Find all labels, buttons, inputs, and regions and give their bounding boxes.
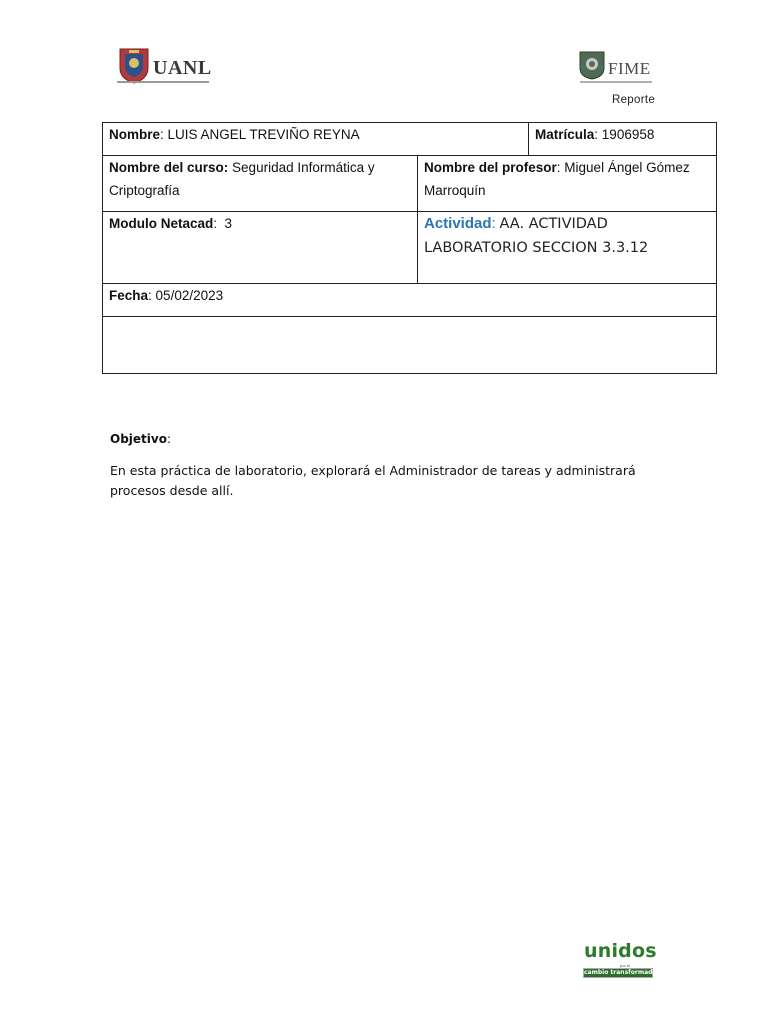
matricula-cell: Matrícula: 1906958 xyxy=(529,123,717,156)
objetivo-body: En esta práctica de laboratorio, explorará el Administrador de tareas y administrará procesos desde allí. xyxy=(110,463,636,498)
table-row-nombre xyxy=(103,123,717,156)
objetivo-title-text: Objetivo xyxy=(110,432,167,446)
nombre-value: LUIS ANGEL TREVIÑO REYNA xyxy=(167,127,360,142)
fime-logo xyxy=(574,46,656,88)
student-info-table xyxy=(102,122,717,374)
objetivo-heading: Objetivo: xyxy=(110,432,172,446)
report-label: Reporte xyxy=(612,94,656,106)
fecha-label: Fecha xyxy=(109,288,149,303)
modulo-cell: Modulo Netacad: 3 xyxy=(103,212,418,284)
fime-logo-text: FIME xyxy=(608,59,651,78)
actividad-label: Actividad xyxy=(424,215,492,232)
uanl-logo-underline xyxy=(117,81,209,83)
actividad-cell: Actividad: AA. ACTIVIDAD LABORATORIO SECCION 3.3.12 xyxy=(418,212,717,284)
curso-cell xyxy=(103,156,418,212)
unidos-logo-tagbar xyxy=(583,968,660,978)
matricula-value: 1906958 xyxy=(601,127,655,142)
unidos-logo xyxy=(582,940,660,980)
profesor-label: Nombre del profesor xyxy=(424,160,557,175)
actividad-value: AA. ACTIVIDAD LABORATORIO SECCION 3.3.12 xyxy=(424,216,649,256)
profesor-value: Miguel Ángel Gómez Marroquín xyxy=(424,160,690,198)
curso-label: Nombre del curso: xyxy=(109,160,229,175)
nombre-cell: Nombre: LUIS ANGEL TREVIÑO REYNA xyxy=(103,123,529,156)
fecha-cell: Fecha: 05/02/2023 xyxy=(103,284,717,317)
empty-cell xyxy=(103,317,717,374)
matricula-label: Matrícula xyxy=(535,127,595,142)
unidos-logo-tagline: cambio transformador xyxy=(584,969,660,976)
fime-emblem-icon xyxy=(578,50,606,80)
fime-logo-underline xyxy=(580,81,652,83)
table-row-curso xyxy=(103,156,717,212)
modulo-value: 3 xyxy=(224,216,233,231)
table-row-modulo xyxy=(103,212,717,284)
table-row-fecha xyxy=(103,284,717,317)
uanl-seal-icon xyxy=(117,46,151,84)
fecha-value: 05/02/2023 xyxy=(155,288,224,303)
modulo-label: Modulo Netacad xyxy=(109,216,214,231)
uanl-logo-text: UANL xyxy=(153,57,212,79)
table-row-empty xyxy=(103,317,717,374)
curso-value: Seguridad Informática y Criptografía xyxy=(109,160,375,198)
unidos-logo-small-text: por el xyxy=(620,963,631,968)
uanl-logo xyxy=(113,44,213,88)
unidos-logo-word: unidos xyxy=(584,940,657,962)
nombre-label: Nombre xyxy=(109,127,161,142)
profesor-cell: Nombre del profesor: Miguel Ángel Gómez Marroquín xyxy=(418,156,717,212)
